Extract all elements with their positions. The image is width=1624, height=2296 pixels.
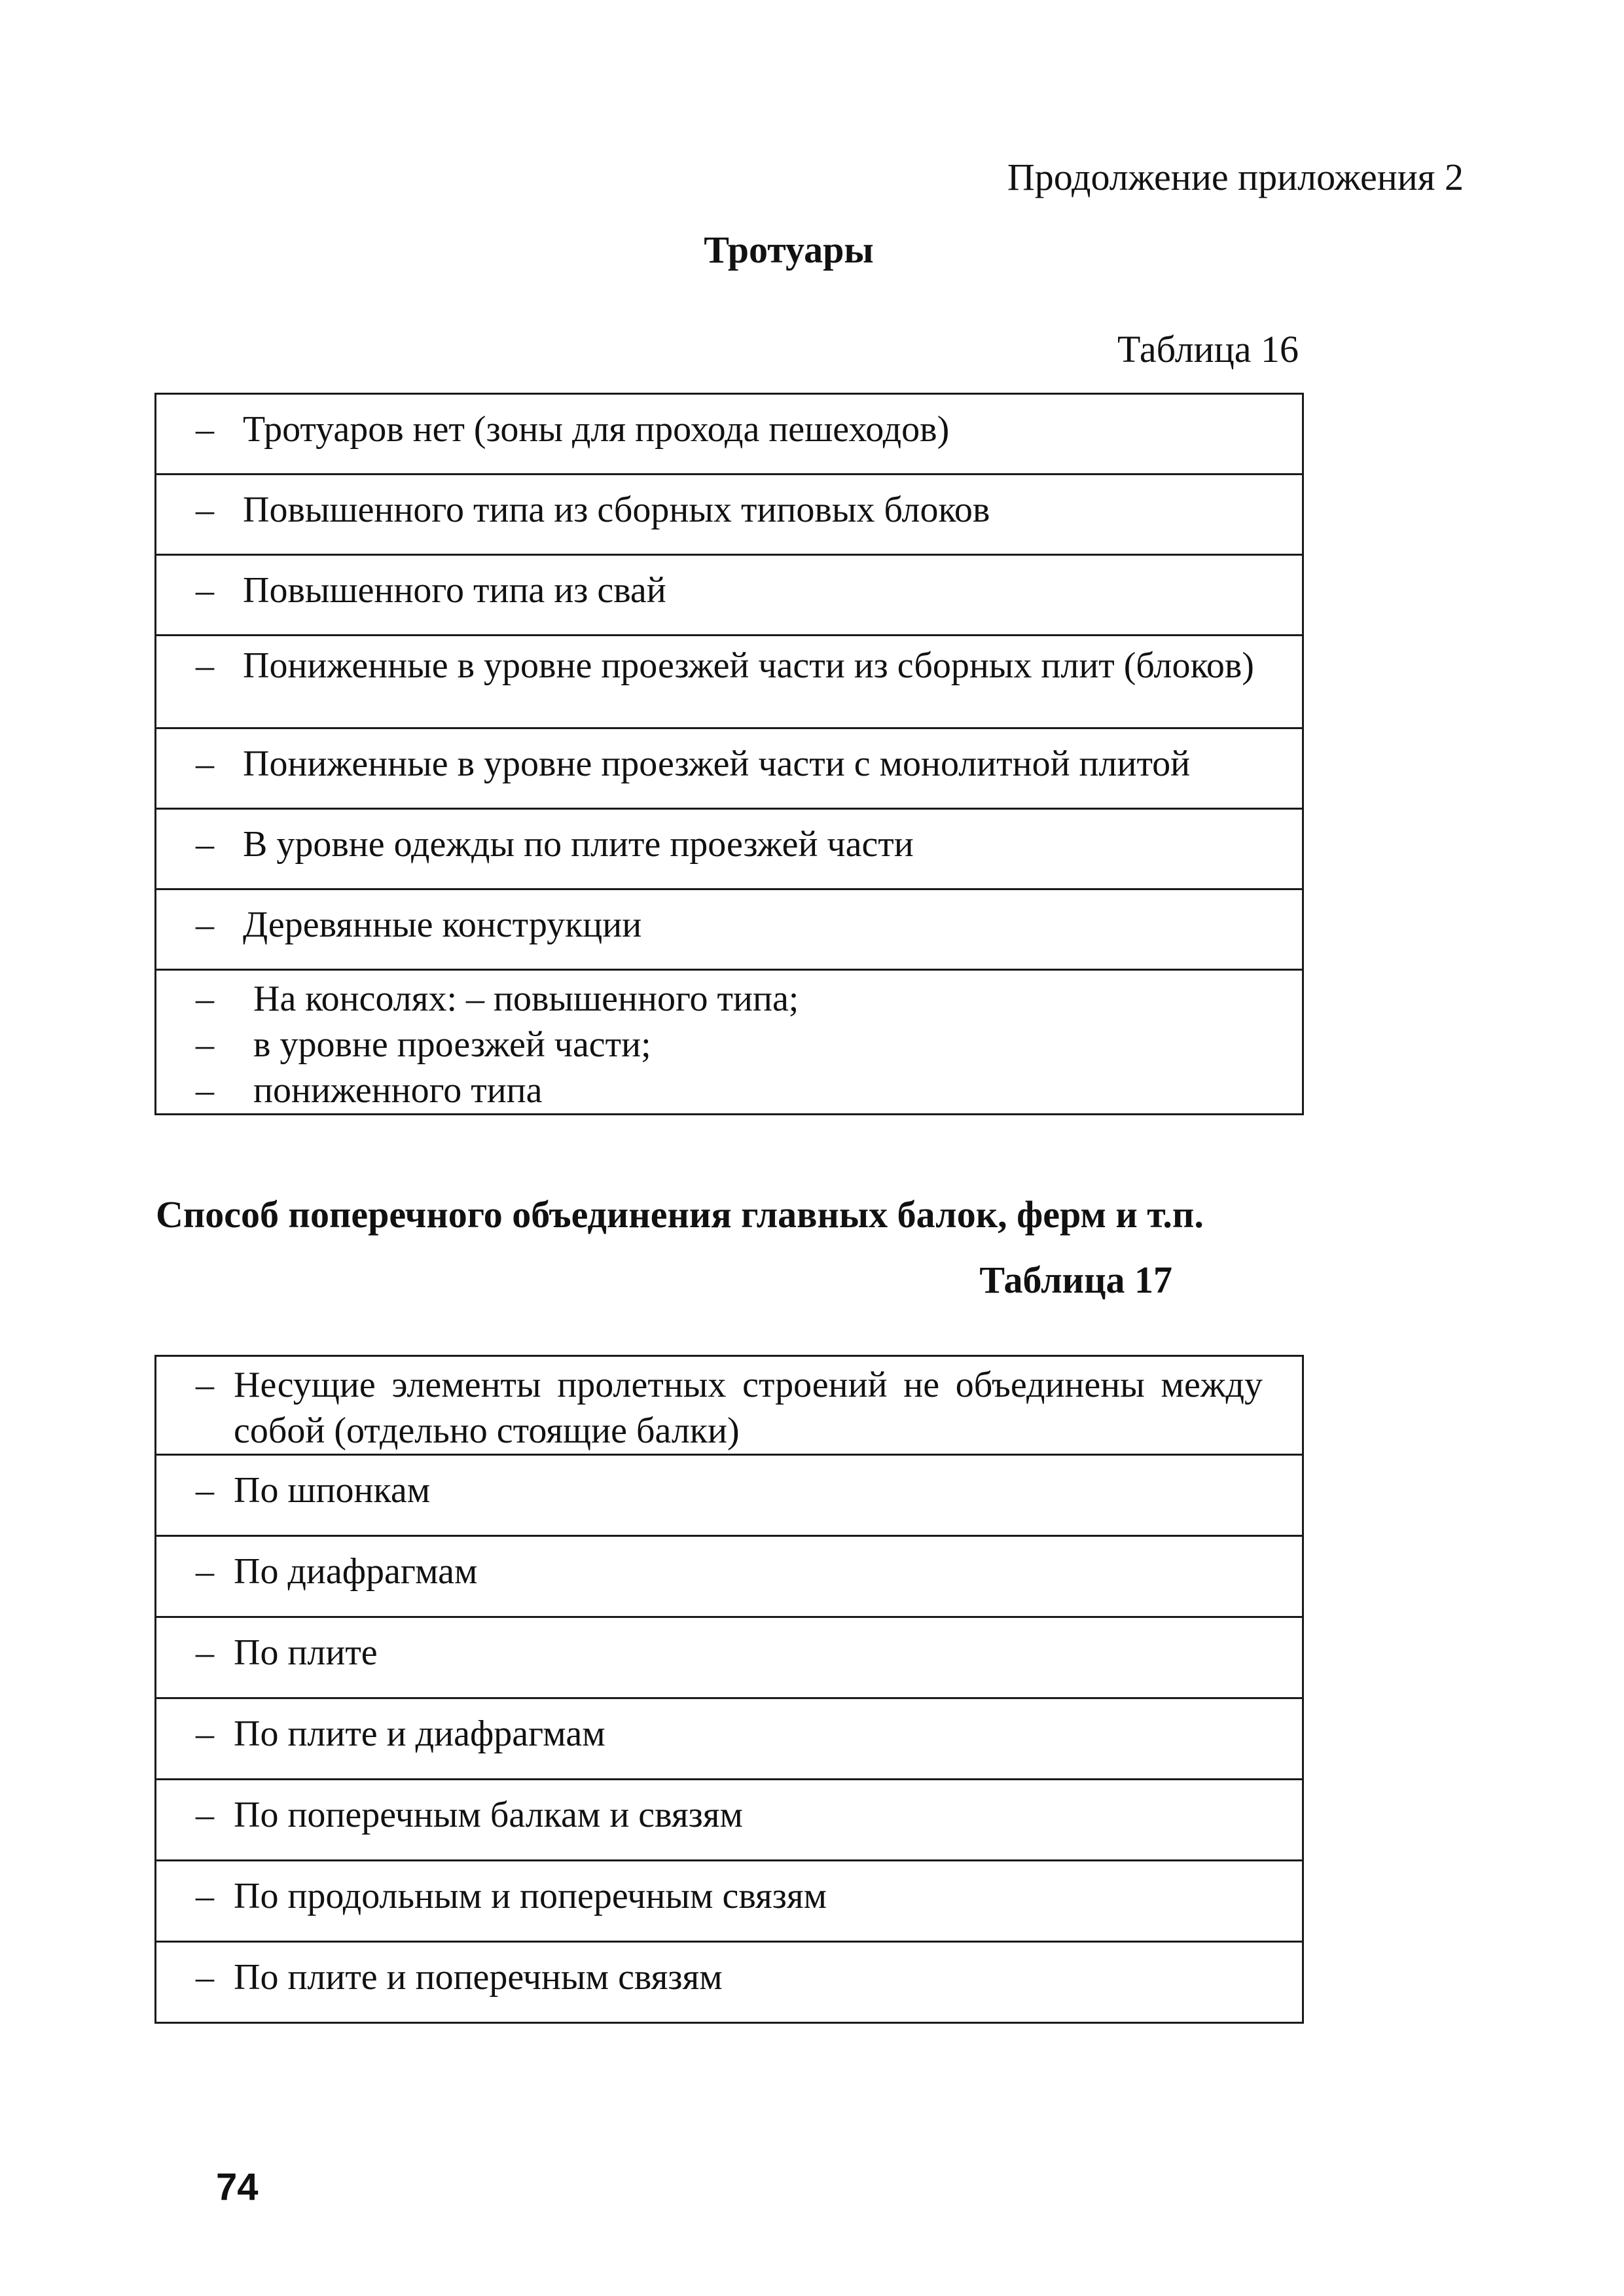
dash-marker: – <box>196 1632 214 1673</box>
table-row <box>156 1698 1303 1780</box>
dash-marker: – <box>196 490 214 530</box>
dash-marker: – <box>196 905 214 945</box>
row-text: Пониженные в уровне проезжей части с монолитной плитой <box>243 744 1191 784</box>
row-text: в уровне проезжей части; <box>253 1024 651 1065</box>
dash-marker: – <box>196 1365 214 1405</box>
dash-marker: – <box>196 1957 214 1998</box>
table-row <box>156 1942 1303 2023</box>
table-row <box>156 1356 1303 1455</box>
dash-marker: – <box>196 744 214 784</box>
dash-marker: – <box>196 824 214 865</box>
section-title-beam-connection: Способ поперечного объединения главных балок, ферм и т.п. <box>156 1193 1204 1236</box>
row-text: Повышенного типа из свай <box>243 570 666 611</box>
table-caption-17: Таблица 17 <box>979 1259 1172 1301</box>
row-text: Повышенного типа из сборных типовых блоков <box>243 490 990 530</box>
table-16 <box>154 393 1304 1115</box>
row-text: По продольным и поперечным связям <box>234 1876 827 1916</box>
dash-marker: – <box>196 645 214 686</box>
table-row <box>156 728 1303 809</box>
row-text: По плите и поперечным связям <box>234 1957 723 1998</box>
row-text: По диафрагмам <box>234 1551 478 1592</box>
dash-marker: – <box>196 1795 214 1835</box>
row-text: В уровне одежды по плите проезжей части <box>243 824 914 865</box>
table-row <box>156 475 1303 555</box>
dash-marker: – <box>196 1070 214 1111</box>
row-text: На консолях: – повышенного типа; <box>253 978 799 1019</box>
table-row <box>156 394 1303 475</box>
section-title-sidewalks: Тротуары <box>704 228 874 271</box>
row-text: Тротуаров нет (зоны для прохода пешеходов) <box>243 409 950 450</box>
table-row <box>156 809 1303 889</box>
table-row <box>156 1617 1303 1698</box>
table-row <box>156 970 1303 1115</box>
row-text: По плите <box>234 1632 378 1673</box>
row-text: По поперечным балкам и связям <box>234 1795 743 1835</box>
row-text: пониженного типа <box>253 1070 543 1111</box>
row-text: Несущие элементы пролетных строений не объединены между собой (отдельно стоящие балки) <box>234 1365 1263 1451</box>
dash-marker: – <box>196 1551 214 1592</box>
table-row <box>156 1780 1303 1861</box>
table-row <box>156 1861 1303 1942</box>
table-row <box>156 636 1303 728</box>
dash-marker: – <box>196 978 214 1019</box>
table-17 <box>154 1355 1304 2024</box>
dash-marker: – <box>196 1713 214 1754</box>
table-row <box>156 1536 1303 1617</box>
row-text: Пониженные в уровне проезжей части из сборных плит (блоков) <box>243 645 1254 686</box>
row-text: По шпонкам <box>234 1470 431 1511</box>
page-number: 74 <box>216 2166 259 2208</box>
row-text: По плите и диафрагмам <box>234 1713 605 1754</box>
row-text: Деревянные конструкции <box>243 905 642 945</box>
table-row <box>156 889 1303 970</box>
dash-marker: – <box>196 570 214 611</box>
continuation-note: Продолжение приложения 2 <box>1007 156 1464 198</box>
dash-marker: – <box>196 1024 214 1065</box>
dash-marker: – <box>196 409 214 450</box>
table-caption-16: Таблица 16 <box>1117 328 1299 370</box>
table-row <box>156 555 1303 636</box>
dash-marker: – <box>196 1876 214 1916</box>
table-row <box>156 1455 1303 1536</box>
dash-marker: – <box>196 1470 214 1511</box>
